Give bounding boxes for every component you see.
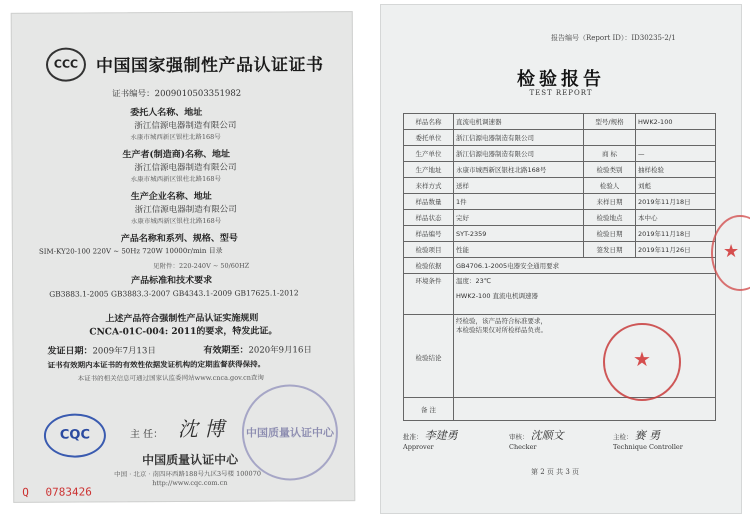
environment-label: 环境条件 [404, 274, 454, 315]
product-label: 产品名称和系列、规格、型号 [120, 233, 238, 245]
star-icon: ★ [723, 241, 740, 262]
issue-date-label: 发证日期： [47, 346, 93, 357]
checker-label: 审核： [509, 433, 529, 441]
factory-address: 永康市城西新区银柱北路168号 [130, 216, 222, 226]
table-row [404, 178, 716, 194]
conclusion-line-1: 经检验，该产品符合标准要求， [456, 317, 547, 325]
table-cell: 刘彪 [636, 178, 716, 194]
expiry-date-line [203, 342, 311, 356]
side-seal [711, 215, 750, 291]
issue-date: 2009年7月13日 [92, 346, 156, 357]
serial-line [22, 485, 92, 498]
table-cell: 抽样检验 [636, 162, 716, 178]
table-cell [636, 130, 716, 146]
report-title: 检验报告 [517, 69, 605, 90]
star-icon: ★ [633, 347, 651, 371]
ccc-certificate [11, 11, 356, 503]
approver-signature [403, 427, 458, 451]
table-cell: 生产单位 [404, 146, 454, 162]
inspection-seal [603, 323, 681, 401]
environment-text: 温度：23℃ [456, 277, 492, 285]
table-cell: 签发日期 [584, 242, 636, 258]
center-address: 中国 · 北京 · 南四环西路188号九区3号楼 100070 [114, 469, 261, 479]
certificate-header [46, 46, 336, 82]
table-cell: 本中心 [636, 210, 716, 226]
table-cell: 来样日期 [584, 194, 636, 210]
table-cell: HWK2-100 [636, 114, 716, 130]
cqc-seal [242, 384, 339, 481]
table-row [404, 114, 716, 130]
remark-value [454, 398, 716, 421]
table-row [404, 258, 716, 274]
producer-address: 永康市城西新区银柱北路168号 [130, 174, 222, 184]
client-name: 浙江信源电器制造有限公司 [134, 120, 237, 132]
table-cell: 永康市城西新区银柱北路168号 [454, 162, 584, 178]
rules-line-1: 上述产品符合强制性产品认证实施规则 [105, 313, 259, 325]
table-cell: 生产地址 [404, 162, 454, 178]
rules-line-2: CNCA-01C-004: 2011的要求，特发此证。 [89, 326, 278, 338]
conclusion-label: 检验结论 [404, 315, 454, 398]
report-number: 报告编号（Report ID）：ID30235-2/1 [551, 34, 676, 42]
standard-label: 产品标准和技术要求 [131, 275, 213, 287]
basis-label: 检验依据 [404, 258, 454, 274]
table-cell: 样品编号 [404, 226, 454, 242]
environment-value [454, 274, 716, 315]
chief-signature: 沈 博 [177, 416, 225, 442]
table-cell: 2019年11月26日 [636, 242, 716, 258]
checker-name: 沈顺文 [530, 429, 564, 442]
table-row [404, 194, 716, 210]
table-row [404, 226, 716, 242]
table-row [404, 130, 716, 146]
conclusion-line-2: 本检验结果仅对所检样品负责。 [456, 326, 547, 334]
table-row [404, 210, 716, 226]
technique-en-label: Technique Controller [613, 443, 683, 451]
cqc-seal-text: 中国质量认证中心 [245, 426, 334, 440]
remark-label: 备 注 [404, 398, 454, 421]
expiry-date-label: 有效期至： [203, 345, 249, 356]
checker-en-label: Checker [509, 443, 537, 451]
table-cell: 性能 [454, 242, 584, 258]
serial-prefix: Q [22, 485, 29, 499]
center-website: http://www.cqc.com.cn [152, 478, 228, 488]
table-cell: 浙江信源电器制造有限公司 [454, 130, 584, 146]
table-cell: — [636, 146, 716, 162]
certificate-number: 2009010503351982 [154, 88, 242, 100]
client-label: 委托人名称、地址 [130, 107, 203, 119]
approver-en-label: Approver [403, 443, 434, 451]
table-cell: 样品数量 [404, 194, 454, 210]
expiry-date: 2020年9月16日 [248, 345, 312, 356]
ccc-logo: CCC [46, 48, 86, 82]
certificate-number-label: 证书编号： [112, 89, 155, 100]
page-number: 第 2 页 共 3 页 [531, 468, 580, 476]
query-note: 本证书的相关信息可通过国家认监委网站www.cnca.gov.cn查询 [77, 373, 264, 383]
table-cell: 委托单位 [404, 130, 454, 146]
basis-value: GB4706.1-2005电器安全通用要求 [454, 258, 716, 274]
table-cell: 检验日期 [584, 226, 636, 242]
producer-label: 生产者(制造商)名称、地址 [122, 149, 231, 161]
table-row [404, 274, 716, 315]
table-row [404, 398, 716, 421]
table-cell: 2019年11月18日 [636, 194, 716, 210]
table-cell: 样品名称 [404, 114, 454, 130]
table-cell: 样品状态 [404, 210, 454, 226]
table-row [404, 162, 716, 178]
report-subtitle: TEST REPORT [529, 89, 593, 97]
certificate-reference: HWK2-100 直流电机调速器 [456, 292, 539, 300]
standards-list: GB3883.1-2005 GB3883.3-2007 GB4343.1-2009 GB17625.1-2012 [49, 288, 299, 299]
table-cell: SYT-2359 [454, 226, 584, 242]
approver-label: 批准： [403, 433, 423, 441]
table-cell: 浙江信源电器制造有限公司 [454, 146, 584, 162]
checker-signature [509, 427, 564, 451]
technique-name: 赛 勇 [634, 429, 661, 442]
issue-date-line [47, 343, 155, 357]
table-cell: 完好 [454, 210, 584, 226]
factory-name: 浙江信源电器制造有限公司 [134, 204, 237, 216]
client-address: 永康市城西新区银柱北路168号 [130, 132, 221, 142]
table-cell: 直流电机调速器 [454, 114, 584, 130]
table-cell: 送样 [454, 178, 584, 194]
table-cell: 检验项目 [404, 242, 454, 258]
table-cell: 2019年11月18日 [636, 226, 716, 242]
product-spec: SIM-KY20-100 220V ~ 50Hz 720W 10000r/min 目录 [38, 246, 223, 256]
table-cell: 检验类别 [584, 162, 636, 178]
technique-label: 主检： [613, 433, 633, 441]
technique-signature [613, 427, 683, 451]
approver-name: 李建勇 [424, 429, 458, 442]
table-cell: 检验人 [584, 178, 636, 194]
table-row [404, 146, 716, 162]
center-name: 中国质量认证中心 [142, 452, 239, 468]
factory-label: 生产企业名称、地址 [130, 191, 212, 203]
certificate-number-line [112, 87, 241, 100]
table-cell: 1件 [454, 194, 584, 210]
table-row [404, 242, 716, 258]
serial-number: 0783426 [45, 485, 92, 499]
cqc-logo: CQC [44, 413, 106, 457]
table-cell [584, 130, 636, 146]
validity-note: 证书有效期内本证书的有效性依据发证机构的定期监督获得保持。 [47, 359, 266, 370]
table-cell: 商 标 [584, 146, 636, 162]
table-cell: 型号/规格 [584, 114, 636, 130]
certificate-title: 中国国家强制性产品认证证书 [95, 55, 324, 77]
table-cell: 检验地点 [584, 210, 636, 226]
product-note: 见附件：220-240V ~ 50/60HZ [153, 261, 250, 271]
test-report [380, 4, 742, 514]
table-cell: 来样方式 [404, 178, 454, 194]
producer-name: 浙江信源电器制造有限公司 [134, 162, 237, 174]
chief-label: 主 任： [129, 429, 164, 441]
